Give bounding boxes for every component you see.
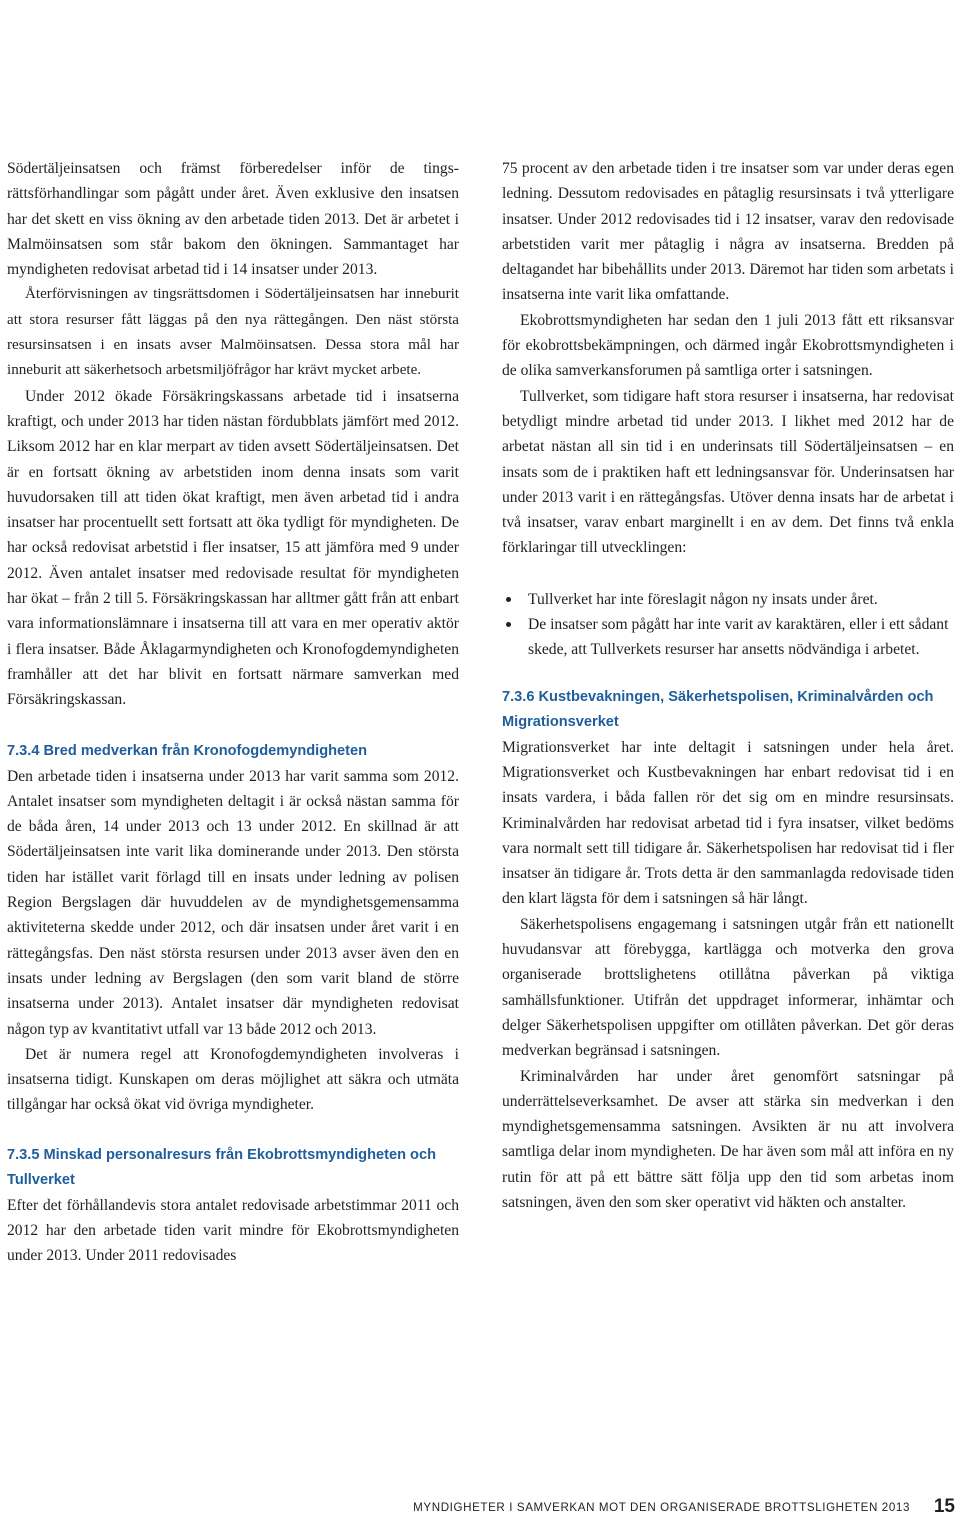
body-paragraph: Under 2012 ökade Försäkringskassans arbetade tid i insatserna kraftigt, och under 2013 har tiden nästan fördubblats jämfört med 2012. Liksom 2012 har en klar merpart av tiden avsett Södertäljeinsatsen. Det är en fortsatt ökning av arbetstiden inom denna insats som varit huvudorsaken till att tiden ökat kraftigt, men även arbetad tid i andra insatser har procentuellt sett fortsatt att öka tydligt för myndigheten. De har också redovisat arbetstid i fler insatser, 15 att jämföra med 9 under 2012. Även antalet insatser med redovisade resultat för myndigheten har ökat – från 2 till 5. Försäkringskassan har alltmer gått från att enbart vara informationslämnare i insatserna till att vara en mer operativ aktör i flera insatser. Både Åklagarmyndigheten och Kronofogdemyndigheten framhåller att det har blivit en fortsatt närmare samverkan med Försäkringskassan. [7,387,459,709]
body-paragraph: Migrationsverket har inte deltagit i satsningen under hela året. Migrationsverket och Kustbevakningen har enbart redovisat tid i en insats vardera, i båda fallen rör det sig om en mindre resursinsats. Kriminalvården har redovisat arbetad tid i fyra insatser, vilket bedöms vara normalt sett till tidigare år. Säkerhetspolisen har redovisat tid i fler insatser än tidigare år. Trots detta är den sammanlagda redovisade tiden den klart lägsta för dem i satsningen så här långt. [502,738,954,908]
bullet-dot-icon [506,597,511,602]
section-heading-7-3-5: 7.3.5 Minskad personalresurs från Ekobrottsmyndigheten och Tullverket [7,1146,437,1188]
left-column [7,156,459,1269]
bullet-dot-icon [506,622,511,627]
section-heading-7-3-6: 7.3.6 Kustbevakningen, Säkerhetspolisen, Kriminalvården och Migrationsverket [502,688,934,730]
bullet-item: De insatser som pågått har inte varit av karaktären, eller i ett sådant skede, att Tullverkets resurser har ansetts nödvändiga i arbetet. [502,612,954,663]
body-paragraph: Södertäljeinsatsen och främst förberedelser inför de tingsrättsförhandlingar som pågått under året. Även exklusive den insatsen har det skett en viss ökning av den arbetade tiden 2013. Det är arbetet i Malmöinsatsen som står bakom den ökningen. Sammantaget har myndigheten redovisat arbetad tid i 14 insatser under 2013. [7,160,459,279]
body-paragraph: Säkerhetspolisens engagemang i satsningen utgår från ett nationellt huvudansvar att förebygga, kartlägga och motverka den grova organiserade brottslighetens otillåtna påverkan på viktiga samhällsfunktioner. Utifrån det uppdraget informerar, inhämtar och delger Säkerhetspolisen uppgifter om otillåten påverkan. Det gör deras medverkan begränsad i satsningen. [502,915,954,1060]
body-paragraph: Kriminalvården har under året genomfört satsningar på underrättelseverksamhet. De avser att stärka sin medverkan i den myndighetsgemensamma satsningen. Avsikten är nu att involvera samtliga delar inom myndigheten. De har även som mål att införa en ny rutin för att på ett bättre sätt följa upp den tid som arbetas inom satsningen, även den som sker operativt vid häkten och anstalter. [502,1067,954,1211]
section-heading-7-3-4: 7.3.4 Bred medverkan från Kronofogdemyndigheten [7,742,368,759]
page-footer [410,1497,955,1517]
body-paragraph: Efter det förhållandevis stora antalet redovisade arbetstimmar 2011 och 2012 har den arbetade tiden varit mindre för Ekobrottsmyndigheten under 2013. Under 2011 redovisades [7,1196,459,1265]
body-paragraph: Återförvisningen av tingsrättsdomen i Södertäljeinsatsen har inneburit att stora resurser fått läggas på den nya rättegången. Den näst största resursinsatsen i en insats avser Malmöinsatsen. Dessa stora mål har inneburit att säkerhetsoch arbetsmiljöfrågor har krävt mycket arbete. [7,286,459,379]
bullet-item: Tullverket har inte föreslagit någon ny insats under året. [502,587,954,612]
body-paragraph: Det är numera regel att Kronofogdemyndigheten involveras i insatserna tidigt. Kunskapen om deras möjlighet att säkra och utmäta tillgångar har också ökat vid övriga myndigheter. [7,1045,459,1114]
bullet-list [502,587,954,663]
body-paragraph: Tullverket, som tidigare haft stora resurser i insatserna, har redovisat betydligt mindre arbetad tid under 2013. I likhet med 2012 har de arbetat nästan all sin tid i en underinsats till Södertäljeinsatsen – en insats som de i praktiken haft ett ledningsansvar för. Underinsatsen har under 2013 varit i en rättegångsfas. Utöver denna insats har de arbetat i två insatser, varav enbart marginellt i en av dem. Det finns två enkla förklaringar till utvecklingen: [502,387,954,557]
body-paragraph: Den arbetade tiden i insatserna under 2013 har varit samma som 2012. Antalet insatser som myndigheten deltagit i är också nästan samma för de båda åren, 14 under 2013 och 13 under 2012. En skillnad är att Södertäljeinsatsen inte varit lika dominerande under 2013. Den största tiden har istället varit förlagd till en insats under ledning av polisen Region Bergslagen där huvuddelen av de myndighetsgemensamma aktiviteterna skedde under 2012, och där insatsen under året varit i en rättegångsfas. Den näst största resursen under 2013 avser även den en insats under ledning av Bergslagen (den som varit bland de större insatserna under 2013). Antalet insatser där myndigheten redovisat någon typ av kvantitativt utfall var 13 både 2012 och 2013. [7,767,459,1038]
body-paragraph: Ekobrottsmyndigheten har sedan den 1 juli 2013 fått ett riksansvar för ekobrottsbekämpningen, och därmed ingår Ekobrottsmyndigheten i de olika samverkansforumen på samtliga orter i satsningen. [502,311,954,380]
right-column [502,156,954,1215]
page-number: 15 [933,1496,955,1517]
running-title: MYNDIGHETER I SAMVERKAN MOT DEN ORGANISERADE BROTTSLIGHETEN 2013 [413,1501,910,1514]
body-paragraph: 75 procent av den arbetade tiden i tre insatser som var under deras egen ledning. Dessutom redovisades en påtaglig resursinsats i två ytterligare insatser. Under 2012 redovisades tid i 12 insatser, varav den redovisade arbetstiden varit mer påtaglig i några av insatserna. Bredden på deltagandet har bibehållits under 2013. Däremot har tiden som arbetats i insatserna inte varit lika omfattande. [502,160,954,304]
